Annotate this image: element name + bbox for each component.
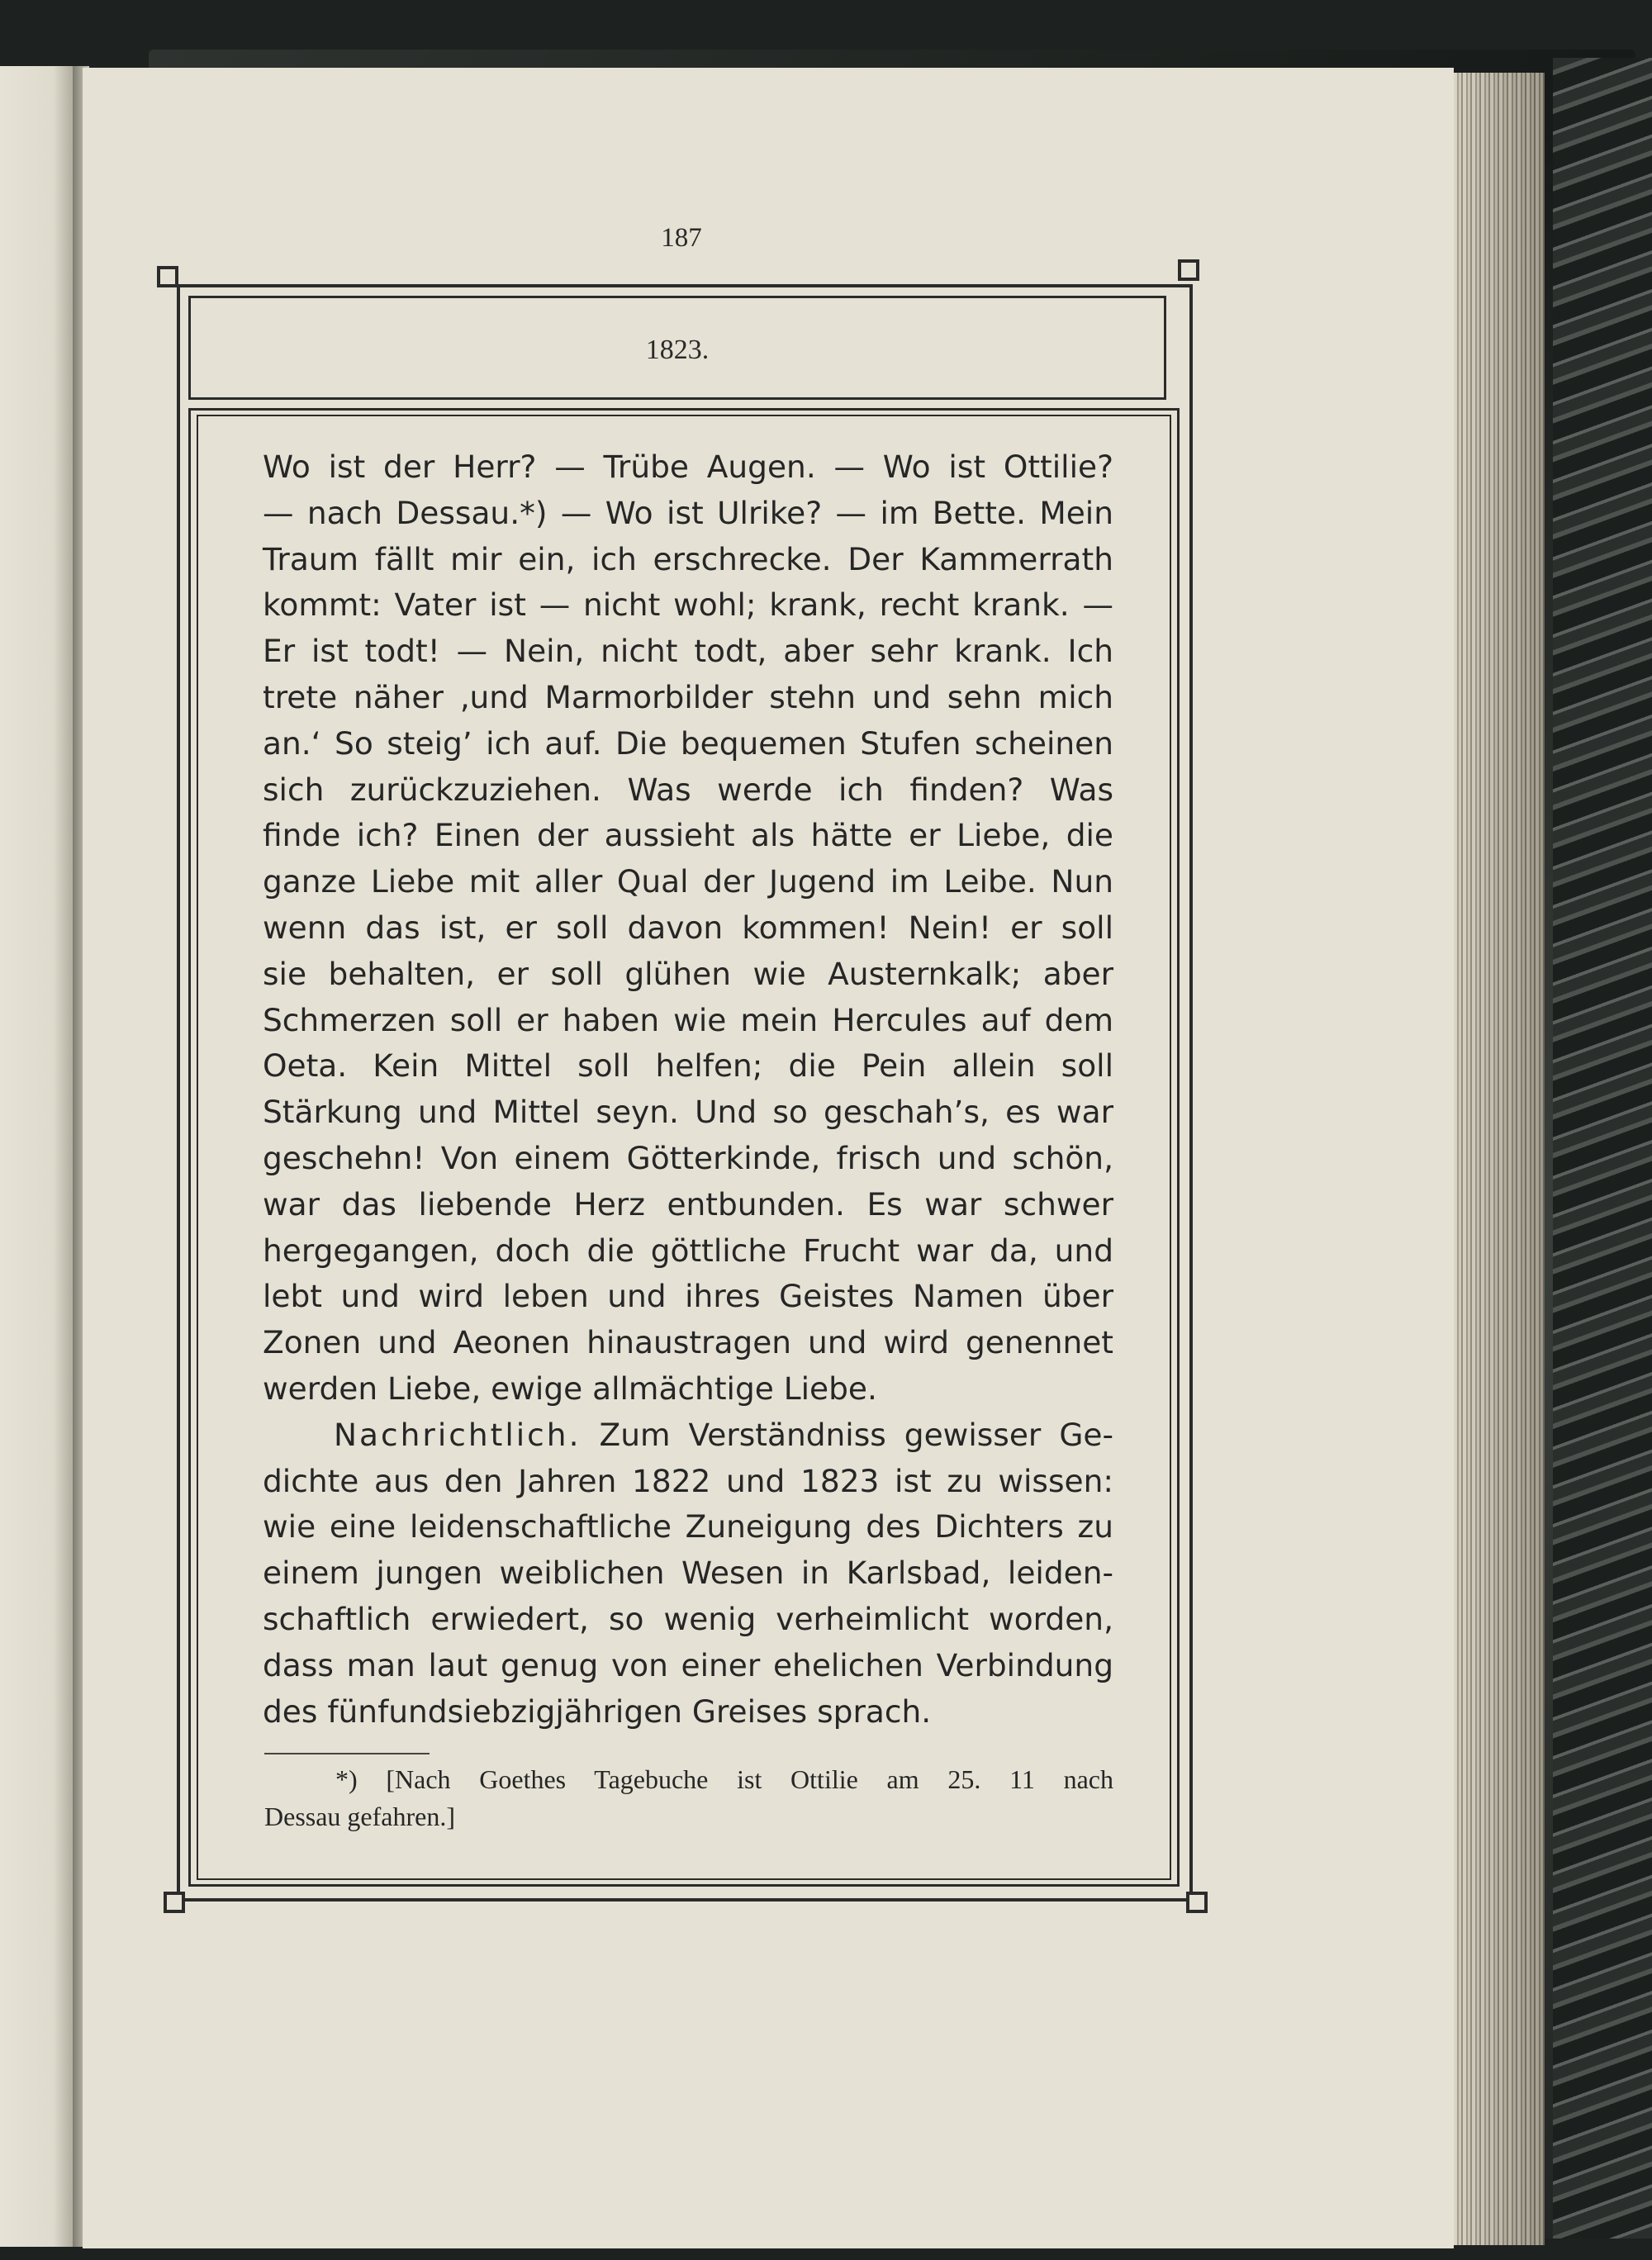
body-line: Wo ist der Herr? — Trübe Augen. — Wo ist Ottilie? xyxy=(263,449,1113,485)
body-text xyxy=(263,444,1113,1735)
note-heading: Nachrichtlich. xyxy=(334,1416,582,1453)
body-line: Zonen und Aeonen hinaustragen und wird genennet xyxy=(263,1324,1113,1361)
body-line: kommt: Vater ist — nicht wohl; krank, recht krank. — xyxy=(263,586,1113,624)
frame-corner-top-right xyxy=(1178,259,1199,281)
frame-left-rule xyxy=(177,284,180,1902)
note-first-line xyxy=(263,1412,1113,1459)
frame-corner-top-left xyxy=(157,266,178,287)
body-line: wenn das ist, er soll davon kommen! Nein! er soll xyxy=(263,909,1113,946)
body-line: finde ich? Einen der aussieht als hätte er Liebe, die xyxy=(263,817,1113,854)
note-line: des fünfundsiebzigjährigen Greises sprach. xyxy=(263,1693,932,1730)
note-line: dichte aus den Jahren 1822 und 1823 ist zu wissen: xyxy=(263,1462,1113,1499)
frame-corner-bottom-left xyxy=(164,1892,185,1913)
body-line: ganze Liebe mit aller Qual der Jugend im Leibe. Nun xyxy=(263,863,1113,900)
body-line: Er ist todt! — Nein, nicht todt, aber sehr krank. Ich xyxy=(263,633,1113,670)
body-line: trete näher ‚und Marmorbilder stehn und sehn mich xyxy=(263,678,1113,715)
body-line: — nach Dessau.*) — Wo ist Ulrike? — im Bette. Mein xyxy=(263,494,1113,531)
body-line: geschehn! Von einem Götterkinde, frisch und schön, xyxy=(263,1139,1113,1176)
body-line: werden Liebe, ewige allmächtige Liebe. xyxy=(263,1370,877,1407)
body-line: sich zurückzuziehen. Was werde ich finden? Was xyxy=(263,771,1113,808)
body-line: Schmerzen soll er haben wie mein Hercules auf dem xyxy=(263,1001,1113,1038)
body-line: an.‘ So steig’ ich auf. Die bequemen Stufen scheinen xyxy=(263,724,1113,762)
footnote xyxy=(264,1761,1113,1835)
note-first-line-rest: Zum Verständniss gewisser Ge- xyxy=(599,1416,1113,1453)
note-line: einem jungen weiblichen Wesen in Karlsbad, leiden- xyxy=(263,1555,1113,1592)
marbled-cover-edge xyxy=(1553,58,1652,2239)
frame-bottom-rule xyxy=(177,1898,1204,1902)
body-line: lebt und wird leben und ihres Geistes Namen über xyxy=(263,1278,1113,1315)
left-page-edge xyxy=(0,66,76,2247)
note-line: schaftlich erwiedert, so wenig verheimlicht worden, xyxy=(263,1600,1113,1637)
page-block-shade xyxy=(1450,73,1545,2245)
note-line: wie eine leidenschaftliche Zuneigung des Dichters zu xyxy=(263,1508,1113,1545)
body-line: Traum fällt mir ein, ich erschrecke. Der Kammerrath xyxy=(263,540,1113,577)
frame-right-rule xyxy=(1189,284,1193,1902)
page-number: 187 xyxy=(661,223,702,253)
footnote-line: Dessau gefahren.] xyxy=(264,1802,455,1831)
section-year: 1823. xyxy=(645,335,710,365)
body-line: sie behalten, er soll glühen wie Austernkalk; aber xyxy=(263,955,1113,992)
body-line: war das liebende Herz entbunden. Es war schwer xyxy=(263,1185,1113,1223)
footnote-rule xyxy=(264,1753,430,1754)
note-line: dass man laut genug von einer ehelichen Verbindung xyxy=(263,1646,1113,1683)
body-line: hergegangen, doch die göttliche Frucht war da, und xyxy=(263,1232,1113,1269)
body-line: Stärkung und Mittel seyn. Und so geschah’s, es war xyxy=(263,1094,1113,1131)
footnote-line: *) [Nach Goethes Tagebuche ist Ottilie am 25. 11 nach xyxy=(335,1764,1113,1794)
body-line: Oeta. Kein Mittel soll helfen; die Pein allein soll xyxy=(263,1047,1113,1085)
frame-top-rule xyxy=(177,284,1189,287)
frame-corner-bottom-right xyxy=(1186,1892,1208,1913)
